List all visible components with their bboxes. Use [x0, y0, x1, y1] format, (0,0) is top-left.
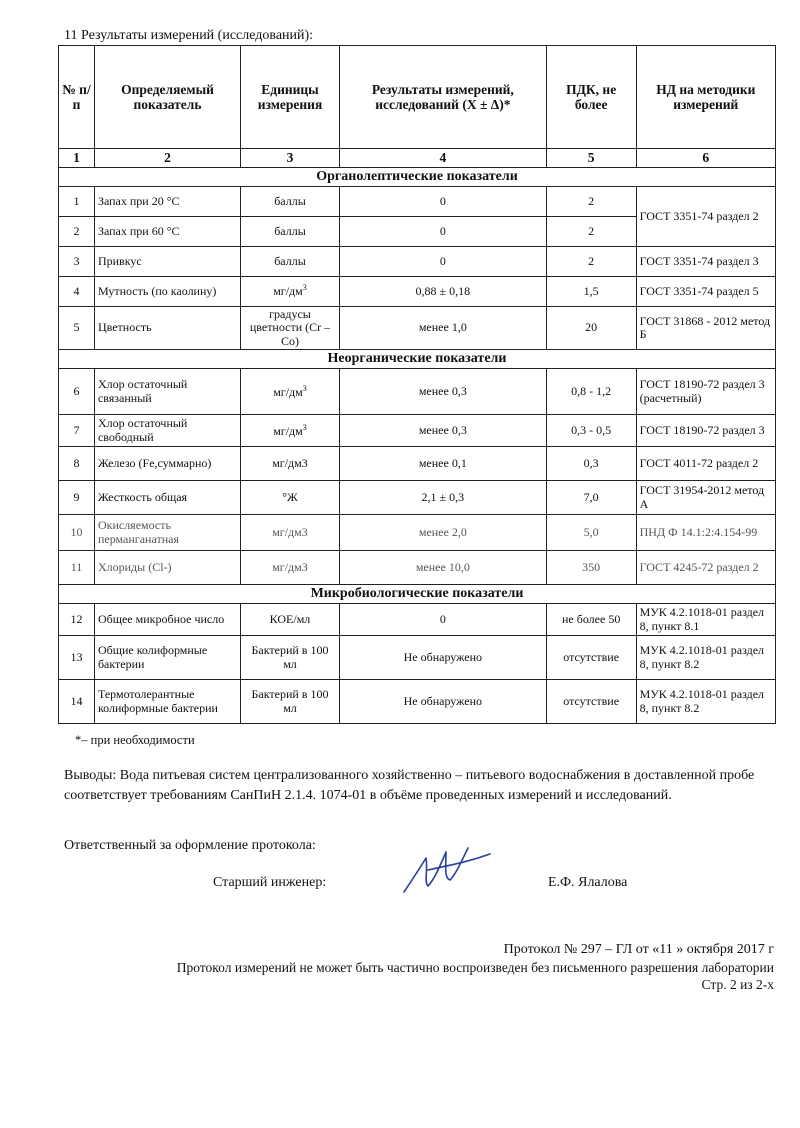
row-result: 2,1 ± 0,3: [339, 481, 546, 515]
row-indicator: Жесткость общая: [94, 481, 240, 515]
row-pdk: 0,3 - 0,5: [546, 415, 636, 447]
row-nd: ГОСТ 4245-72 раздел 2: [636, 551, 775, 585]
row-indicator: Запах при 60 °С: [94, 217, 240, 247]
header-nd: НД на методики измерений: [636, 46, 775, 149]
row-indicator: Железо (Fe,суммарно): [94, 447, 240, 481]
row-units: баллы: [241, 217, 340, 247]
row-units: мг/дм3: [241, 447, 340, 481]
row-pdk: отсутствие: [546, 636, 636, 680]
row-indicator: Хлориды (Cl-): [94, 551, 240, 585]
row-result: менее 10,0: [339, 551, 546, 585]
row-nd: МУК 4.2.1018-01 раздел 8, пункт 8.2: [636, 680, 775, 724]
table-row: [59, 636, 776, 680]
group-row-organoleptic: [59, 168, 776, 187]
table-row: [59, 551, 776, 585]
row-number: 3: [59, 247, 95, 277]
reproduction-disclaimer: Протокол измерений не может быть частично воспроизведен без письменного разрешения лаборатории: [176, 960, 774, 975]
row-pdk: 2: [546, 187, 636, 217]
row-number: 2: [59, 217, 95, 247]
table-header-row: [59, 46, 776, 149]
group-title: Микробиологические показатели: [59, 585, 776, 604]
signer-position: Старший инженер:: [213, 875, 327, 890]
table-row: [59, 187, 776, 217]
row-indicator: Цветность: [94, 307, 240, 350]
row-nd: ГОСТ 31868 - 2012 метод Б: [636, 307, 775, 350]
column-number-row: [59, 149, 776, 168]
row-number: 4: [59, 277, 95, 307]
column-number: 3: [241, 149, 340, 168]
row-pdk: 0,3: [546, 447, 636, 481]
row-pdk: не более 50: [546, 604, 636, 636]
row-indicator: Хлор остаточный связанный: [94, 369, 240, 415]
row-nd: ГОСТ 18190-72 раздел 3: [636, 415, 775, 447]
table-row: [59, 369, 776, 415]
row-pdk: отсутствие: [546, 680, 636, 724]
column-number: 1: [59, 149, 95, 168]
row-indicator: Общее микробное число: [94, 604, 240, 636]
row-number: 13: [59, 636, 95, 680]
conclusion-text: Выводы: Вода питьевая систем централизованного хозяйственно – питьевого водоснабжения в доставленной пробе соответствует требованиям СанПиН 2.1.4. 1074-01 в объёме проведенных измерений и исследований.: [64, 768, 755, 804]
row-units: $мг/дм^3$: [241, 369, 340, 415]
row-pdk: 0,8 - 1,2: [546, 369, 636, 415]
group-title: Органолептические показатели: [59, 168, 776, 187]
row-result: 0,88 ± 0,18: [339, 277, 546, 307]
table-row: [59, 515, 776, 551]
row-nd: МУК 4.2.1018-01 раздел 8, пункт 8.1: [636, 604, 775, 636]
protocol-number: Протокол № 297 – ГЛ от «11 » октября 2017 г: [503, 942, 774, 957]
row-result: 0: [339, 217, 546, 247]
row-result: Не обнаружено: [339, 680, 546, 724]
group-row-micro: [59, 585, 776, 604]
row-indicator: Привкус: [94, 247, 240, 277]
header-indicator: Определяемый показатель: [94, 46, 240, 149]
table-row: [59, 604, 776, 636]
column-number: 2: [94, 149, 240, 168]
group-title: Неорганические показатели: [59, 350, 776, 369]
row-pdk: 7,0: [546, 481, 636, 515]
row-nd: ГОСТ 3351-74 раздел 5: [636, 277, 775, 307]
row-pdk: 2: [546, 247, 636, 277]
results-table: [58, 45, 776, 724]
table-row: [59, 307, 776, 350]
row-number: 6: [59, 369, 95, 415]
header-pdk: ПДК, не более: [546, 46, 636, 149]
row-number: 10: [59, 515, 95, 551]
page-number: Стр. 2 из 2-х: [701, 977, 774, 992]
row-pdk: 350: [546, 551, 636, 585]
row-pdk: 20: [546, 307, 636, 350]
row-number: 9: [59, 481, 95, 515]
signatory-name: Е.Ф. Ялалова: [548, 875, 628, 890]
row-units: баллы: [241, 187, 340, 217]
row-units: $мг/дм^3$: [241, 277, 340, 307]
header-results: Результаты измерений, исследований (X ± Δ)*: [339, 46, 546, 149]
row-indicator: Мутность (по каолину): [94, 277, 240, 307]
row-units: баллы: [241, 247, 340, 277]
column-number: 5: [546, 149, 636, 168]
row-units: градусы цветности (Cr – Co): [241, 307, 340, 350]
row-nd: ПНД Ф 14.1:2:4.154-99: [636, 515, 775, 551]
row-nd: ГОСТ 3351-74 раздел 2: [636, 187, 775, 247]
row-pdk: 5,0: [546, 515, 636, 551]
signature-image: [398, 840, 498, 900]
row-indicator: Запах при 20 °С: [94, 187, 240, 217]
row-indicator: Термотолерантные колиформные бактерии: [94, 680, 240, 724]
table-row: [59, 277, 776, 307]
column-number: 6: [636, 149, 775, 168]
row-result: 0: [339, 604, 546, 636]
row-result: 0: [339, 187, 546, 217]
row-number: 14: [59, 680, 95, 724]
row-units: Бактерий в 100 мл: [241, 636, 340, 680]
row-pdk: 1,5: [546, 277, 636, 307]
row-indicator: Хлор остаточный свободный: [94, 415, 240, 447]
row-units: Бактерий в 100 мл: [241, 680, 340, 724]
row-pdk: 2: [546, 217, 636, 247]
row-indicator: Окисляемость перманганатная: [94, 515, 240, 551]
table-row: [59, 247, 776, 277]
table-row: [59, 680, 776, 724]
row-result: менее 0,3: [339, 369, 546, 415]
row-result: Не обнаружено: [339, 636, 546, 680]
row-number: 1: [59, 187, 95, 217]
row-result: менее 0,3: [339, 415, 546, 447]
row-units: мг/дм3: [241, 551, 340, 585]
table-row: [59, 447, 776, 481]
row-nd: ГОСТ 31954-2012 метод А: [636, 481, 775, 515]
header-num: № п/п: [59, 46, 95, 149]
responsible-label: Ответственный за оформление протокола:: [64, 838, 316, 853]
row-indicator: Общие колиформные бактерии: [94, 636, 240, 680]
row-number: 5: [59, 307, 95, 350]
row-number: 8: [59, 447, 95, 481]
group-row-inorganic: [59, 350, 776, 369]
footnote: *– при необходимости: [75, 733, 195, 747]
table-row: [59, 415, 776, 447]
row-number: 7: [59, 415, 95, 447]
row-units: мг/дм3: [241, 515, 340, 551]
row-nd: ГОСТ 18190-72 раздел 3 (расчетный): [636, 369, 775, 415]
row-units: °Ж: [241, 481, 340, 515]
row-nd: ГОСТ 3351-74 раздел 3: [636, 247, 775, 277]
row-nd: ГОСТ 4011-72 раздел 2: [636, 447, 775, 481]
row-number: 12: [59, 604, 95, 636]
row-result: менее 1,0: [339, 307, 546, 350]
section-title: 11 Результаты измерений (исследований):: [64, 28, 314, 43]
row-result: менее 0,1: [339, 447, 546, 481]
header-units: Единицы измерения: [241, 46, 340, 149]
row-units: КОЕ/мл: [241, 604, 340, 636]
handwritten-signature: [398, 840, 498, 900]
row-result: 0: [339, 247, 546, 277]
row-units: $мг/дм^3$: [241, 415, 340, 447]
row-result: менее 2,0: [339, 515, 546, 551]
column-number: 4: [339, 149, 546, 168]
table-row: [59, 481, 776, 515]
row-nd: МУК 4.2.1018-01 раздел 8, пункт 8.2: [636, 636, 775, 680]
row-number: 11: [59, 551, 95, 585]
